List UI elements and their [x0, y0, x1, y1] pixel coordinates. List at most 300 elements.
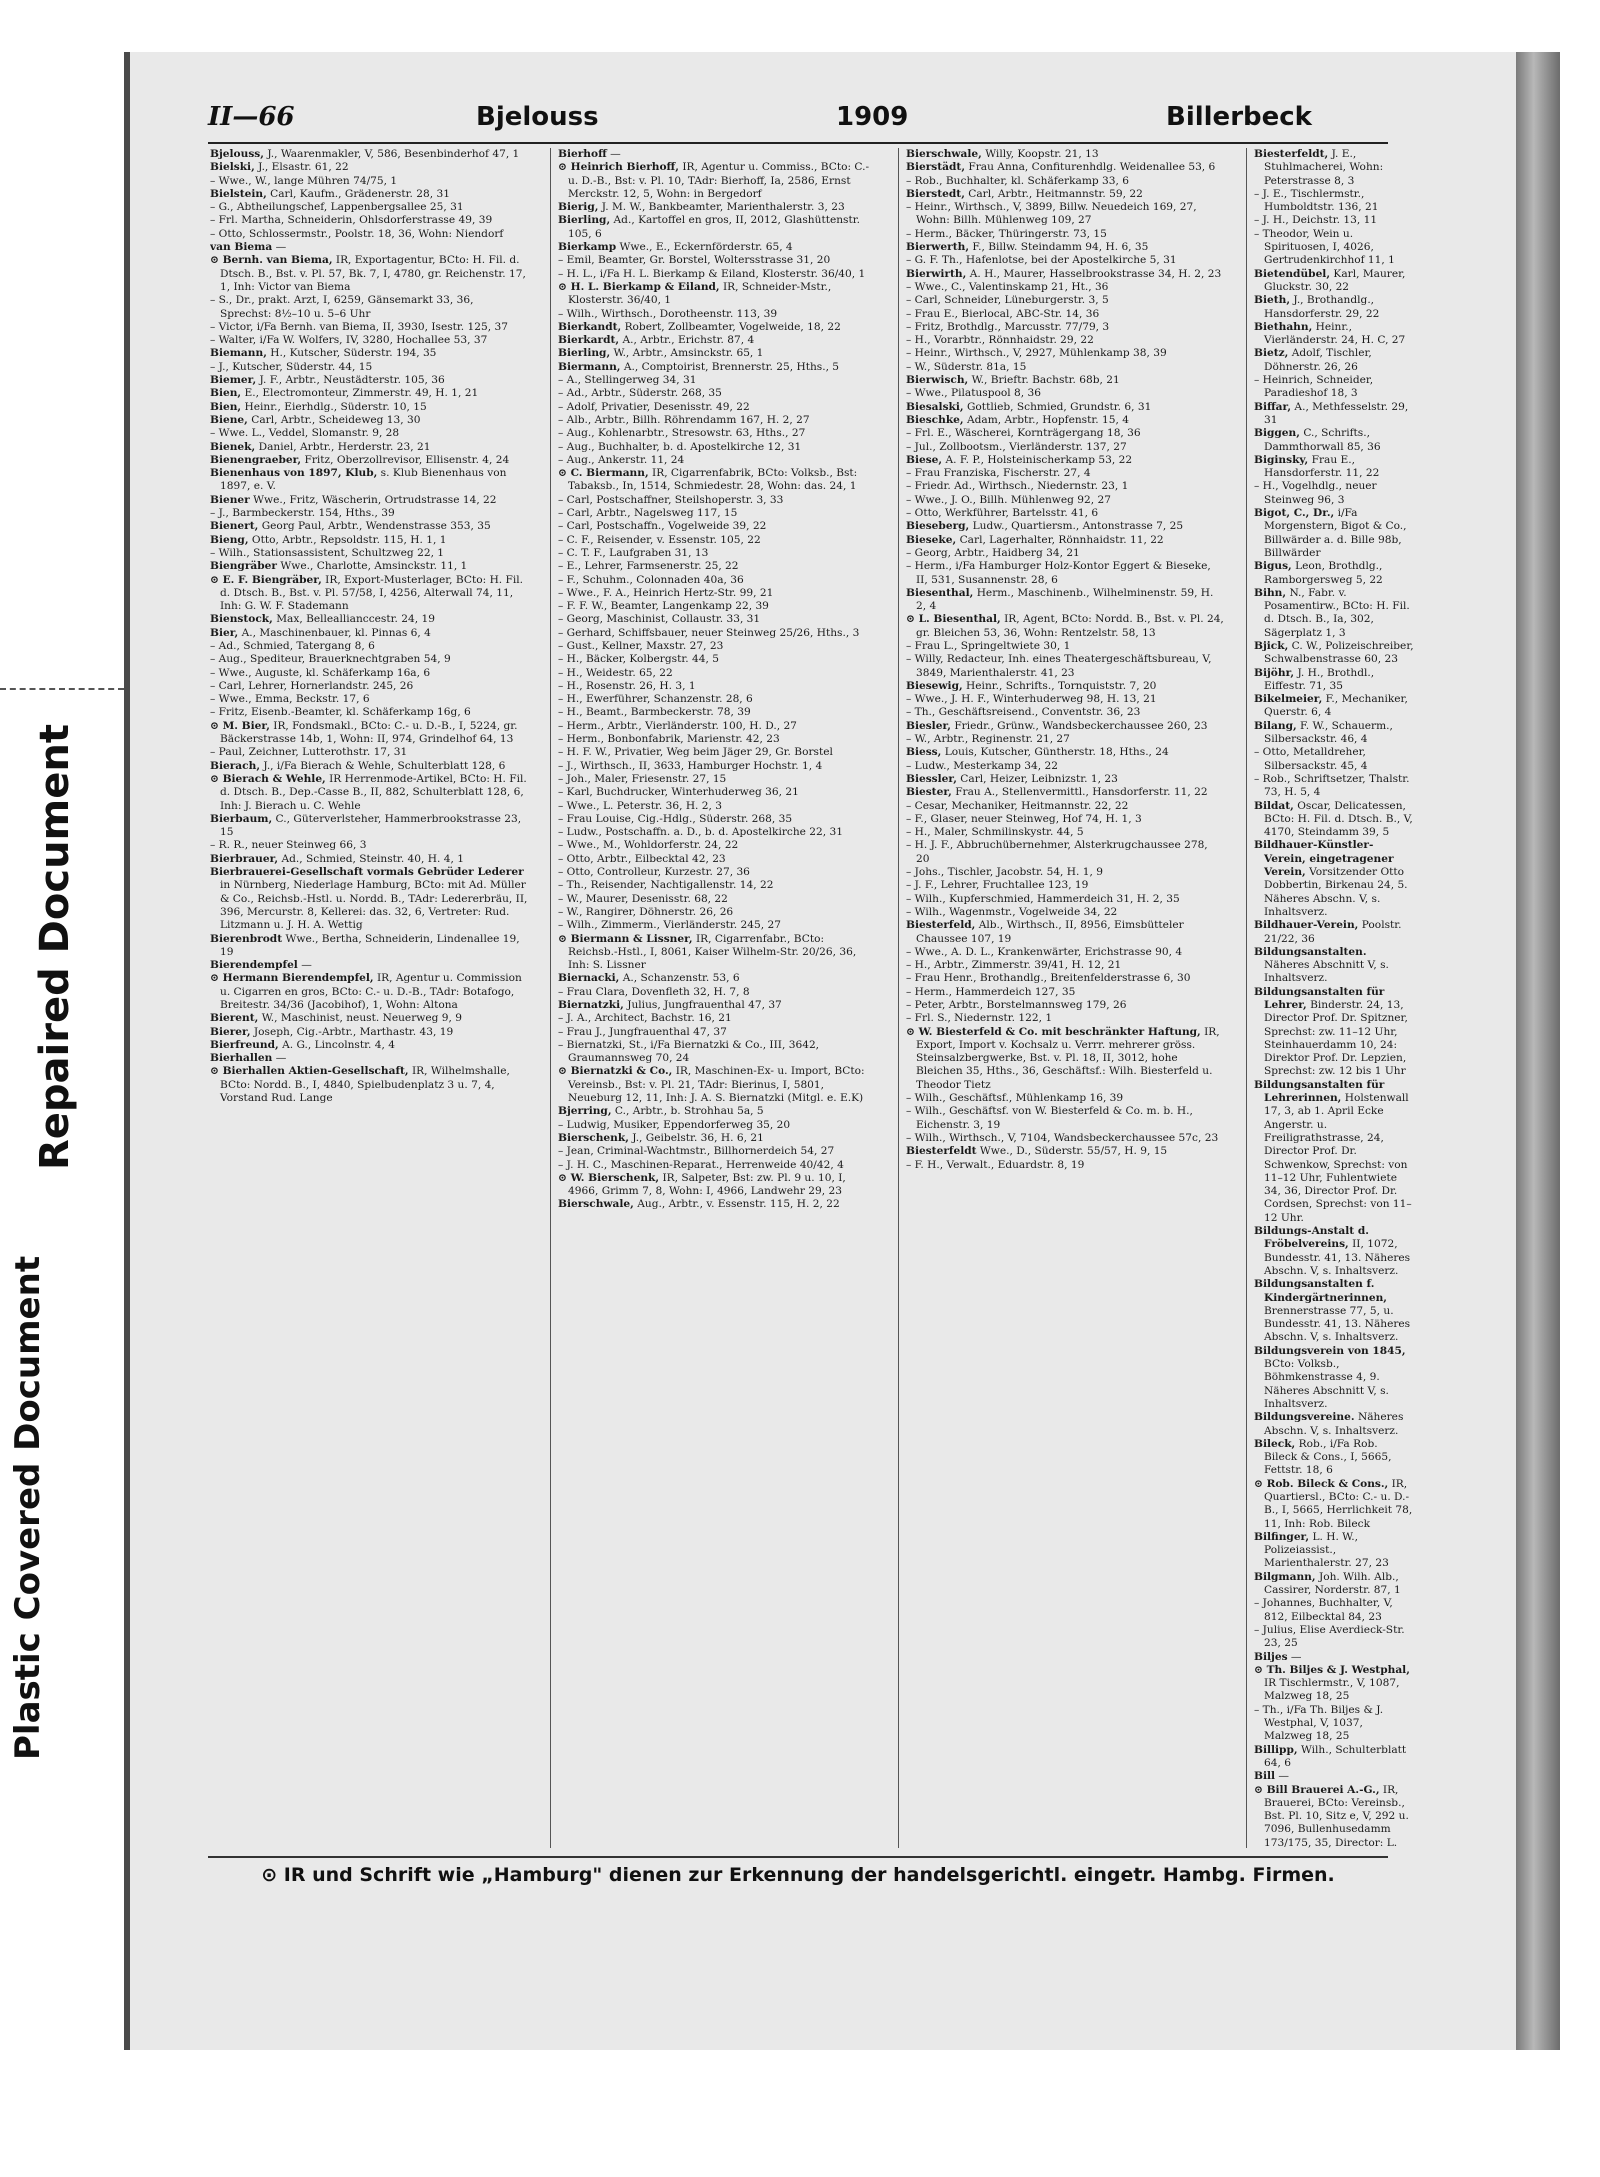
entry-details: A., Arbtr., Erichstr. 87, 4	[622, 334, 755, 347]
last-entry-heading: Billerbeck	[1166, 102, 1312, 132]
entry-details: Näheres Abschnitt V, s. Inhaltsverz.	[1264, 959, 1389, 985]
entry-details: – Fritz, Brothdlg., Marcusstr. 77/79, 3	[906, 320, 1110, 333]
directory-entry	[1254, 1438, 1414, 1478]
entry-details: – Alb., Arbtr., Billh. Röhrendamm 167, H. 2, 27	[558, 413, 810, 426]
entry-details: – Wilh., Wagenmstr., Vogelweide 34, 22	[906, 905, 1118, 918]
entry-name: Biemann,	[210, 347, 267, 360]
entry-name: Bjick,	[1254, 639, 1289, 652]
entry-details: – Frl. S., Niedernstr. 122, 1	[906, 1012, 1053, 1025]
entry-name: Bierhoff	[558, 148, 607, 160]
entry-details: – Wwe., L. Peterstr. 36, H. 2, 3	[558, 799, 723, 812]
directory-entry	[210, 427, 528, 440]
entry-details: J., Waarenmakler, V, 586, Besenbinderhof 47, 1	[267, 148, 520, 160]
entry-details: W., Brieftr. Bachstr. 68b, 21	[971, 374, 1120, 387]
directory-entry	[1254, 214, 1414, 227]
footer-note: ⊙ IR und Schrift wie „Hamburg" dienen zur Erkennung der handelsgerichtl. eingetr. Hambg. Firmen.	[261, 1864, 1335, 1886]
entry-details: IR, Wilhelmshalle, BCto: Nordd. B., I, 4840, Spielbudenplatz 3 u. 7, 4, Vorstand Rud. Lange	[220, 1065, 510, 1105]
directory-entry	[558, 1105, 876, 1118]
entry-details: – Jul., Zollbootsm., Vierländerstr. 137, 27	[906, 440, 1127, 453]
directory-entry	[558, 667, 876, 680]
entry-details: —	[1290, 1650, 1302, 1663]
directory-entry	[210, 653, 528, 666]
entry-details: —	[1278, 1770, 1289, 1783]
entry-details: IR, Cigarrenfabr., BCto: Reichsb.-Hstl., I, 8061, Kaiser Wilhelm-Str. 20/26, 36, Inh: S. Lissner	[568, 932, 857, 972]
entry-details: – F., Schuhm., Colonnaden 40a, 36	[558, 573, 744, 586]
entry-details: s. Klub Bienenhaus von 1897, e. V.	[220, 467, 507, 493]
directory-entry	[1254, 1651, 1414, 1664]
entry-details: – Frl. E., Wäscherei, Kornträgergang 18, 36	[906, 427, 1141, 440]
entry-details: IR, Exportagentur, BCto: H. Fil. d. Dtsch. B., Bst. v. Pl. 57, Bk. 7, I, 4780, gr. Reichenstr. 17, 1, Inh: Victor van Biema	[220, 254, 526, 293]
directory-entry	[906, 494, 1224, 507]
entry-details: – W., Maurer, Desenisstr. 68, 22	[558, 892, 728, 905]
directory-entry	[906, 720, 1224, 733]
directory-entry	[210, 228, 528, 241]
entry-details: Poolstr. 21/22, 36	[1264, 919, 1402, 945]
directory-entry	[906, 1132, 1224, 1145]
entry-name: Biermann,	[558, 360, 621, 373]
entry-details: – Georg, Arbtr., Haidberg 34, 21	[906, 546, 1080, 559]
directory-entry	[558, 906, 876, 919]
entry-name: ⊙ Hermann Bierendempfel,	[210, 972, 374, 985]
directory-entry	[1254, 946, 1414, 986]
entry-details: – Aug., Ankerstr. 11, 24	[558, 453, 685, 466]
side-label-repaired: Repaired Document	[32, 724, 78, 1170]
entry-details: – Wilh., Kupferschmied, Hammerdeich 31, H. 2, 35	[906, 892, 1180, 905]
entry-details: – Otto, Schlossermstr., Poolstr. 18, 36, Wohn: Niendorf	[210, 227, 504, 240]
directory-entry	[558, 853, 876, 866]
entry-details: – Wwe., Auguste, kl. Schäferkamp 16a, 6	[210, 666, 431, 679]
entry-details: – Frau J., Jungfrauenthal 47, 37	[558, 1025, 727, 1038]
entry-details: IR Tischlermstr., V, 1087, Malzweg 18, 25	[1264, 1677, 1400, 1703]
entry-details: – Carl, Postschaffner, Steilshoperstr. 3, 33	[558, 493, 784, 506]
directory-entry	[1254, 1345, 1414, 1411]
entry-details: – W., Arbtr., Reginenstr. 21, 27	[906, 733, 1070, 746]
entry-name: Bildhauer-Künstler-Verein, eingetragener Verein,	[1254, 839, 1394, 879]
entry-name: Bierach,	[210, 759, 261, 772]
entry-details: – Wwe., A. D. L., Krankenwärter, Erichstrasse 90, 4	[906, 945, 1183, 958]
directory-entry	[1254, 800, 1414, 840]
entry-details: IR, Quartiersl., BCto: C.- u. D.-B., I, 5665, Herrlichkeit 78, 11, Inh: Rob. Bileck	[1264, 1477, 1413, 1530]
directory-entry	[210, 640, 528, 653]
entry-details: W., Arbtr., Amsinckstr. 65, 1	[613, 347, 764, 360]
entry-details: – J. F., Lehrer, Fruchtallee 123, 19	[906, 879, 1089, 892]
entry-name: Biessler,	[906, 772, 957, 785]
entry-details: – F. F. W., Beamter, Langenkamp 22, 39	[558, 600, 769, 613]
directory-entry	[210, 214, 528, 227]
directory-entry	[210, 813, 528, 840]
directory-entry	[558, 1172, 876, 1199]
entry-details: Aug., Arbtr., v. Essenstr. 115, H. 2, 22	[637, 1198, 840, 1211]
directory-entry	[558, 999, 876, 1012]
directory-entry	[1254, 1278, 1414, 1344]
entry-name: Bildungsanstalten.	[1254, 945, 1367, 958]
entry-details: – H., Ewerführer, Schanzenstr. 28, 6	[558, 693, 753, 706]
directory-entry	[558, 547, 876, 560]
entry-details: – Th., i/Fa Th. Biljes & J. Westphal, V, 1037, Malzweg 18, 25	[1254, 1703, 1384, 1743]
directory-entry	[558, 587, 876, 600]
entry-details: – Frau Louise, Cig.-Hdlg., Süderstr. 268, 35	[558, 812, 793, 825]
directory-entry	[558, 653, 876, 666]
entry-name: Biene,	[210, 413, 248, 426]
entry-details: – Heinr., Wirthsch., V, 3899, Billw. Neuedeich 169, 27, Wohn: Billh. Mühlenweg 109, 27	[906, 201, 1197, 227]
entry-name: Bienenhaus von 1897, Klub,	[210, 467, 378, 480]
entry-name: Bill	[1254, 1770, 1276, 1783]
entry-name: Bierkamp	[558, 241, 617, 254]
entry-details: Frau Anna, Confiturenhdlg. Weidenallee 53, 6	[968, 161, 1216, 174]
directory-entry	[1254, 1225, 1414, 1278]
entry-name: Biernacki,	[558, 972, 620, 985]
directory-entry	[210, 627, 528, 640]
directory-entry	[906, 760, 1224, 773]
entry-name: Bilfinger,	[1254, 1530, 1310, 1543]
entry-name: Bienek,	[210, 440, 256, 453]
directory-entry	[210, 494, 528, 507]
entry-name: Bietendübel,	[1254, 267, 1331, 280]
entry-details: – Aug., Kohlenarbtr., Stresowstr. 63, Hths., 27	[558, 427, 806, 440]
directory-entry	[558, 746, 876, 759]
entry-name: Bierkardt,	[558, 334, 620, 347]
entry-details: – Heinr., Wirthsch., V, 2927, Mühlenkamp 38, 39	[906, 347, 1167, 360]
entry-details: IR, Agent, BCto: Nordd. B., Bst. v. Pl. 24, gr. Bleichen 53, 36, Wohn: Rentzelstr. 58, 13	[916, 613, 1224, 639]
entry-details: J. M. W., Bankbeamter, Marienthalerstr. 3, 23	[601, 201, 845, 214]
entry-name: ⊙ Bill Brauerei A.-G.,	[1254, 1783, 1380, 1796]
entry-details: – Wwe., W., lange Mühren 74/75, 1	[210, 174, 398, 187]
entry-name: ⊙ W. Bierschenk,	[558, 1171, 660, 1184]
directory-entry	[906, 387, 1224, 400]
directory-entry	[906, 906, 1224, 919]
directory-entry	[906, 786, 1224, 799]
entry-name: Bildat,	[1254, 799, 1294, 812]
entry-details: – Peter, Arbtr., Borstelmannsweg 179, 26	[906, 999, 1127, 1011]
directory-entry	[210, 387, 528, 400]
entry-name: Bildungsanstalten für Lehrerinnen,	[1254, 1078, 1385, 1105]
directory-entry	[906, 175, 1224, 188]
directory-entry	[210, 294, 528, 321]
entry-name: Bieth,	[1254, 294, 1291, 307]
directory-entry	[1254, 1478, 1414, 1531]
directory-entry	[558, 1012, 876, 1025]
directory-entry	[1254, 321, 1414, 348]
entry-details: – Theodor, Wein u. Spirituosen, I, 4026, Gertrudenkirchhof 11, 1	[1254, 227, 1395, 267]
entry-details: BCto: Volksb., Böhmkenstrasse 4, 9. Näheres Abschnitt V, s. Inhaltsverz.	[1264, 1358, 1389, 1410]
directory-entry	[1254, 1744, 1414, 1771]
entry-name: Bienert,	[210, 520, 259, 533]
entry-name: Bierbrauer,	[210, 852, 279, 865]
directory-entry	[1254, 1664, 1414, 1704]
directory-entry	[1254, 919, 1414, 946]
directory-entry	[906, 1026, 1224, 1092]
entry-name: Biesterfeldt	[906, 1145, 977, 1158]
entry-name: Bierer,	[210, 1025, 251, 1038]
entry-details: – Emil, Beamter, Gr. Borstel, Woltersstrasse 31, 20	[558, 254, 831, 267]
directory-entry	[210, 866, 528, 932]
scanned-page	[124, 52, 1560, 2050]
entry-details: – Carl, Postschaffn., Vogelweide 39, 22	[558, 520, 767, 533]
entry-details: II, 1072, Bundesstr. 41, 13. Näheres Abschn. V, s. Inhaltsverz.	[1264, 1238, 1411, 1277]
directory-entry	[906, 254, 1224, 267]
directory-entry	[906, 613, 1224, 640]
entry-details: – Wilh., Geschäftsf., Mühlenkamp 16, 39	[906, 1092, 1124, 1105]
entry-name: Biljes	[1254, 1650, 1288, 1663]
cut-line-marker	[0, 688, 124, 690]
directory-entry	[1254, 986, 1414, 1079]
entry-details: Ludw., Quartiersm., Antonstrasse 7, 25	[972, 520, 1184, 533]
directory-entry	[906, 507, 1224, 520]
directory-entry	[1254, 640, 1414, 667]
entry-details: – C. F., Reisender, v. Essenstr. 105, 22	[558, 533, 761, 546]
directory-entry	[906, 188, 1224, 201]
entry-name: Bielski,	[210, 161, 255, 174]
entry-name: Bierschwale,	[906, 148, 982, 160]
entry-details: – J., Wirthsch., II, 3633, Hamburger Hochstr. 1, 4	[558, 759, 823, 772]
directory-entry	[1254, 507, 1414, 560]
entry-name: Bierenbrodt	[210, 932, 283, 945]
directory-entry	[1254, 268, 1414, 295]
directory-entry	[558, 308, 876, 321]
directory-entry	[1254, 839, 1414, 919]
directory-entry	[1254, 148, 1414, 188]
entry-name: ⊙ Bierhallen Aktien-Gesellschaft,	[210, 1065, 409, 1078]
entry-details: —	[275, 1052, 287, 1065]
entry-name: Bienstock,	[210, 613, 273, 626]
entry-name: Biemer,	[210, 374, 257, 387]
directory-entry	[210, 254, 528, 294]
entry-name: Bihn,	[1254, 586, 1287, 599]
directory-entry	[1254, 720, 1414, 747]
directory-year: 1909	[836, 102, 909, 132]
entry-details: A. F. P., Holsteinischerkamp 53, 22	[945, 453, 1133, 466]
column-divider	[898, 148, 899, 1848]
entry-name: Biethahn,	[1254, 320, 1313, 333]
entry-name: Bierig,	[558, 201, 599, 214]
directory-entry	[906, 946, 1224, 959]
directory-entry	[906, 414, 1224, 427]
entry-details: Georg Paul, Arbtr., Wendenstrasse 353, 35	[261, 520, 491, 533]
entry-name: Biester,	[906, 786, 952, 799]
directory-entry	[906, 374, 1224, 387]
directory-entry	[558, 254, 876, 267]
entry-details: – Herm., Bäcker, Thüringerstr. 73, 15	[906, 227, 1107, 240]
directory-entry	[1254, 773, 1414, 800]
directory-entry	[558, 933, 876, 973]
entry-name: Biffar,	[1254, 400, 1292, 413]
directory-entry	[558, 560, 876, 573]
entry-details: J., Brothandlg., Hansdorferstr. 29, 22	[1264, 294, 1380, 320]
entry-details: – Otto, Arbtr., Eilbecktal 42, 23	[558, 852, 726, 865]
directory-entry	[558, 374, 876, 387]
entry-details: – Ludw., Postschaffn. a. D., b. d. Apostelkirche 22, 31	[558, 826, 844, 839]
entry-details: – Frau L., Springeltwiete 30, 1	[906, 639, 1071, 652]
directory-entry	[558, 1039, 876, 1066]
entry-details: Otto, Arbtr., Repsoldstr. 115, H. 1, 1	[251, 533, 447, 546]
entry-name: Bier,	[210, 626, 239, 639]
entry-details: – Ad., Arbtr., Süderstr. 268, 35	[558, 387, 722, 400]
directory-entry	[558, 760, 876, 773]
directory-entry	[906, 972, 1224, 985]
entry-details: – Wilh., Geschäftsf. von W. Biesterfeld & Co. m. b. H., Eichenstr. 3, 19	[906, 1105, 1193, 1131]
directory-entry	[558, 1159, 876, 1172]
entry-details: – Wilh., Wirthsch., Dorotheenstr. 113, 39	[558, 307, 778, 320]
directory-entry	[558, 1145, 876, 1158]
directory-entry	[1254, 1079, 1414, 1225]
directory-entry	[210, 853, 528, 866]
directory-column-3	[906, 148, 1224, 1848]
directory-entry	[1254, 1704, 1414, 1744]
directory-entry	[210, 161, 528, 174]
entry-details: F., Billw. Steindamm 94, H. 6, 35	[972, 241, 1149, 254]
header-rule	[208, 142, 1388, 144]
directory-entry	[558, 161, 876, 201]
directory-entry	[558, 148, 876, 161]
entry-details: – Wwe., F. A., Heinrich Hertz-Str. 99, 21	[558, 586, 774, 599]
entry-name: Bierstädt,	[906, 161, 966, 174]
directory-entry	[1254, 560, 1414, 587]
entry-name: ⊙ Bierach & Wehle,	[210, 772, 326, 785]
entry-name: Bierschwale,	[558, 1198, 634, 1211]
directory-entry	[906, 1092, 1224, 1105]
entry-name: Bierbrauerei-Gesellschaft vormals Gebrüder Lederer	[210, 866, 524, 879]
page-binding-edge	[1516, 52, 1560, 2050]
entry-details: – Wwe., J. H. F., Winterhuderweg 98, H. 13, 21	[906, 693, 1157, 706]
directory-entry	[558, 733, 876, 746]
entry-details: IR, Cigarrenfabrik, BCto: Volksb., Bst: Tabaksb., In, 1514, Schmiedestr. 28, Wohn: das. 24, 1	[568, 467, 858, 493]
directory-entry	[558, 866, 876, 879]
entry-details: – H. F. W., Privatier, Weg beim Jäger 29, Gr. Borstel	[558, 746, 833, 759]
entry-details: – Frau Henr., Brothandlg., Breitenfelderstrasse 6, 30	[906, 972, 1191, 985]
entry-details: Ad., Kartoffel en gros, II, 2012, Glashüttenstr. 105, 6	[568, 214, 861, 240]
directory-entry	[210, 414, 528, 427]
entry-details: – Gerhard, Schiffsbauer, neuer Steinweg 25/26, Hths., 3	[558, 626, 860, 639]
entry-name: Bildungsvereine.	[1254, 1411, 1355, 1424]
directory-entry	[210, 507, 528, 520]
directory-entry	[1254, 294, 1414, 321]
entry-details: – Aug., Buchhalter, b. d. Apostelkirche 12, 31	[558, 440, 802, 453]
entry-details: H., Kutscher, Süderstr. 194, 35	[270, 347, 437, 360]
directory-entry	[558, 893, 876, 906]
directory-column-1	[210, 148, 528, 1848]
entry-details: – Ludw., Mesterkamp 34, 22	[906, 759, 1058, 772]
directory-entry	[558, 919, 876, 932]
entry-details: Joseph, Cig.-Arbtr., Marthastr. 43, 19	[253, 1025, 454, 1038]
entry-name: ⊙ Biermann & Lissner,	[558, 932, 693, 945]
entry-details: – F. H., Verwalt., Eduardstr. 8, 19	[906, 1158, 1085, 1171]
directory-entry	[906, 813, 1224, 826]
directory-entry	[558, 534, 876, 547]
directory-entry	[906, 587, 1224, 614]
entry-details: Wwe., Bertha, Schneiderin, Lindenallee 19, 19	[220, 932, 520, 958]
entry-name: ⊙ Biernatzki & Co.,	[558, 1065, 673, 1078]
entry-details: J. F., Arbtr., Neustädterstr. 105, 36	[259, 374, 445, 387]
entry-name: Biesewig,	[906, 679, 963, 692]
directory-entry	[906, 268, 1224, 281]
entry-details: Karl, Maurer, Gluckstr. 30, 22	[1264, 267, 1406, 293]
directory-entry	[906, 347, 1224, 360]
directory-entry	[906, 866, 1224, 879]
entry-name: Billipp,	[1254, 1743, 1298, 1756]
entry-name: Bildungsverein von 1845,	[1254, 1344, 1406, 1357]
directory-entry	[906, 534, 1224, 547]
entry-details: – Walter, i/Fa W. Wolfers, IV, 3280, Hochallee 53, 37	[210, 334, 488, 347]
directory-entry	[210, 361, 528, 374]
directory-entry	[1254, 1531, 1414, 1571]
entry-details: Carl, Lagerhalter, Rönnhaidstr. 11, 22	[959, 533, 1164, 546]
directory-entry	[558, 507, 876, 520]
entry-details: Julius, Jungfrauenthal 47, 37	[627, 999, 782, 1011]
entry-details: —	[275, 241, 287, 254]
entry-details: Wwe., Charlotte, Amsinckstr. 11, 1	[280, 560, 468, 573]
entry-details: Wwe., E., Eckernförderstr. 65, 4	[619, 241, 793, 254]
entry-details: F., Mechaniker, Querstr. 6, 4	[1264, 693, 1408, 719]
directory-entry	[210, 574, 528, 614]
entry-details: – Rob., Buchhalter, kl. Schäferkamp 33, 6	[906, 174, 1129, 187]
directory-entry	[558, 414, 876, 427]
entry-name: Bierschenk,	[558, 1131, 629, 1144]
entry-name: Biengräber	[210, 560, 278, 573]
directory-entry	[906, 241, 1224, 254]
directory-entry	[558, 1198, 876, 1211]
entry-details: – Frau E., Bierlocal, ABC-Str. 14, 36	[906, 307, 1100, 320]
directory-entry	[1254, 454, 1414, 481]
directory-entry	[906, 547, 1224, 560]
directory-entry	[210, 839, 528, 852]
directory-entry	[558, 401, 876, 414]
entry-name: Bielstein,	[210, 187, 267, 200]
entry-name: ⊙ Heinrich Bierhoff,	[558, 161, 679, 174]
entry-details: – Karl, Buchdrucker, Winterhuderweg 36, 21	[558, 786, 799, 799]
entry-details: Holstenwall 17, 3, ab 1. April Ecke Angerstr. u. Freiligrathstrasse, 24, Director Prof. Dr. Schwenkow, Sprechst: von 11–12 Uhr, Fuhlentwiete 34, 36, Director Prof. Dr. Cordsen, Sprechst: von 11–12 Uhr.	[1264, 1092, 1412, 1224]
entry-details: J., i/Fa Bierach & Wehle, Schulterblatt 128, 6	[263, 759, 506, 772]
entry-details: IR, Agentur u. Commiss., BCto: C.- u. D.-B., Bst: v. Pl. 10, TAdr: Bierhoff, Ia, 2586, Ernst Merckstr. 12, 5, Wohn: in Bergedorf	[568, 161, 870, 200]
entry-details: Adolf, Tischler, Döhnerstr. 26, 26	[1264, 347, 1372, 373]
directory-entry	[210, 933, 528, 960]
entry-name: Bilang,	[1254, 719, 1297, 732]
entry-details: in Nürnberg, Niederlage Hamburg, BCto: mit Ad. Müller & Co., Reichsb.-Hstl. u. Nordd. B., TAdr: Ledererbräu, II, 396, Mercurstr. 8, Kellerei: das. 32, 6, Vertreter: Rud. Litzmann u. J. H. A. Wettig	[220, 879, 528, 932]
entry-details: – Frau Clara, Dovenfleth 32, H. 7, 8	[558, 985, 750, 998]
entry-details: Wwe., D., Süderstr. 55/57, H. 9, 15	[979, 1145, 1168, 1158]
entry-details: Wwe., Fritz, Wäscherin, Ortrudstrasse 14, 22	[253, 493, 497, 506]
directory-entry	[558, 773, 876, 786]
entry-details: Adam, Arbtr., Hopfenstr. 15, 4	[966, 413, 1129, 426]
entry-details: – Herm., Hammerdeich 127, 35	[906, 985, 1076, 998]
directory-entry	[906, 680, 1224, 693]
directory-entry	[558, 800, 876, 813]
entry-name: Bietz,	[1254, 347, 1289, 360]
directory-entry	[210, 680, 528, 693]
directory-entry	[558, 986, 876, 999]
entry-details: Oscar, Delicatessen, BCto: H. Fil. d. Dtsch. B., V, 4170, Steindamm 39, 5	[1264, 799, 1413, 839]
directory-entry	[210, 1065, 528, 1105]
directory-entry	[1254, 480, 1414, 507]
directory-entry	[1254, 1597, 1414, 1624]
directory-column-4	[1254, 148, 1414, 1848]
directory-entry	[906, 228, 1224, 241]
entry-name: Bierkandt,	[558, 320, 622, 333]
directory-entry	[906, 560, 1224, 587]
directory-entry	[558, 813, 876, 826]
directory-entry	[210, 334, 528, 347]
directory-entry	[210, 374, 528, 387]
entry-details: – Ludwig, Musiker, Eppendorferweg 35, 20	[558, 1118, 791, 1131]
directory-entry	[210, 401, 528, 414]
directory-entry	[210, 321, 528, 334]
entry-name: Bierendempfel	[210, 959, 298, 972]
entry-name: van Biema	[210, 241, 273, 254]
directory-entry	[906, 839, 1224, 866]
directory-entry	[558, 706, 876, 719]
entry-details: – G., Abtheilungschef, Lappenbergsallee 25, 31	[210, 201, 464, 214]
entry-name: Bierwerth,	[906, 241, 970, 254]
entry-details: Rob., i/Fa Rob. Bileck & Cons., I, 5665, Fettstr. 18, 6	[1264, 1437, 1392, 1477]
